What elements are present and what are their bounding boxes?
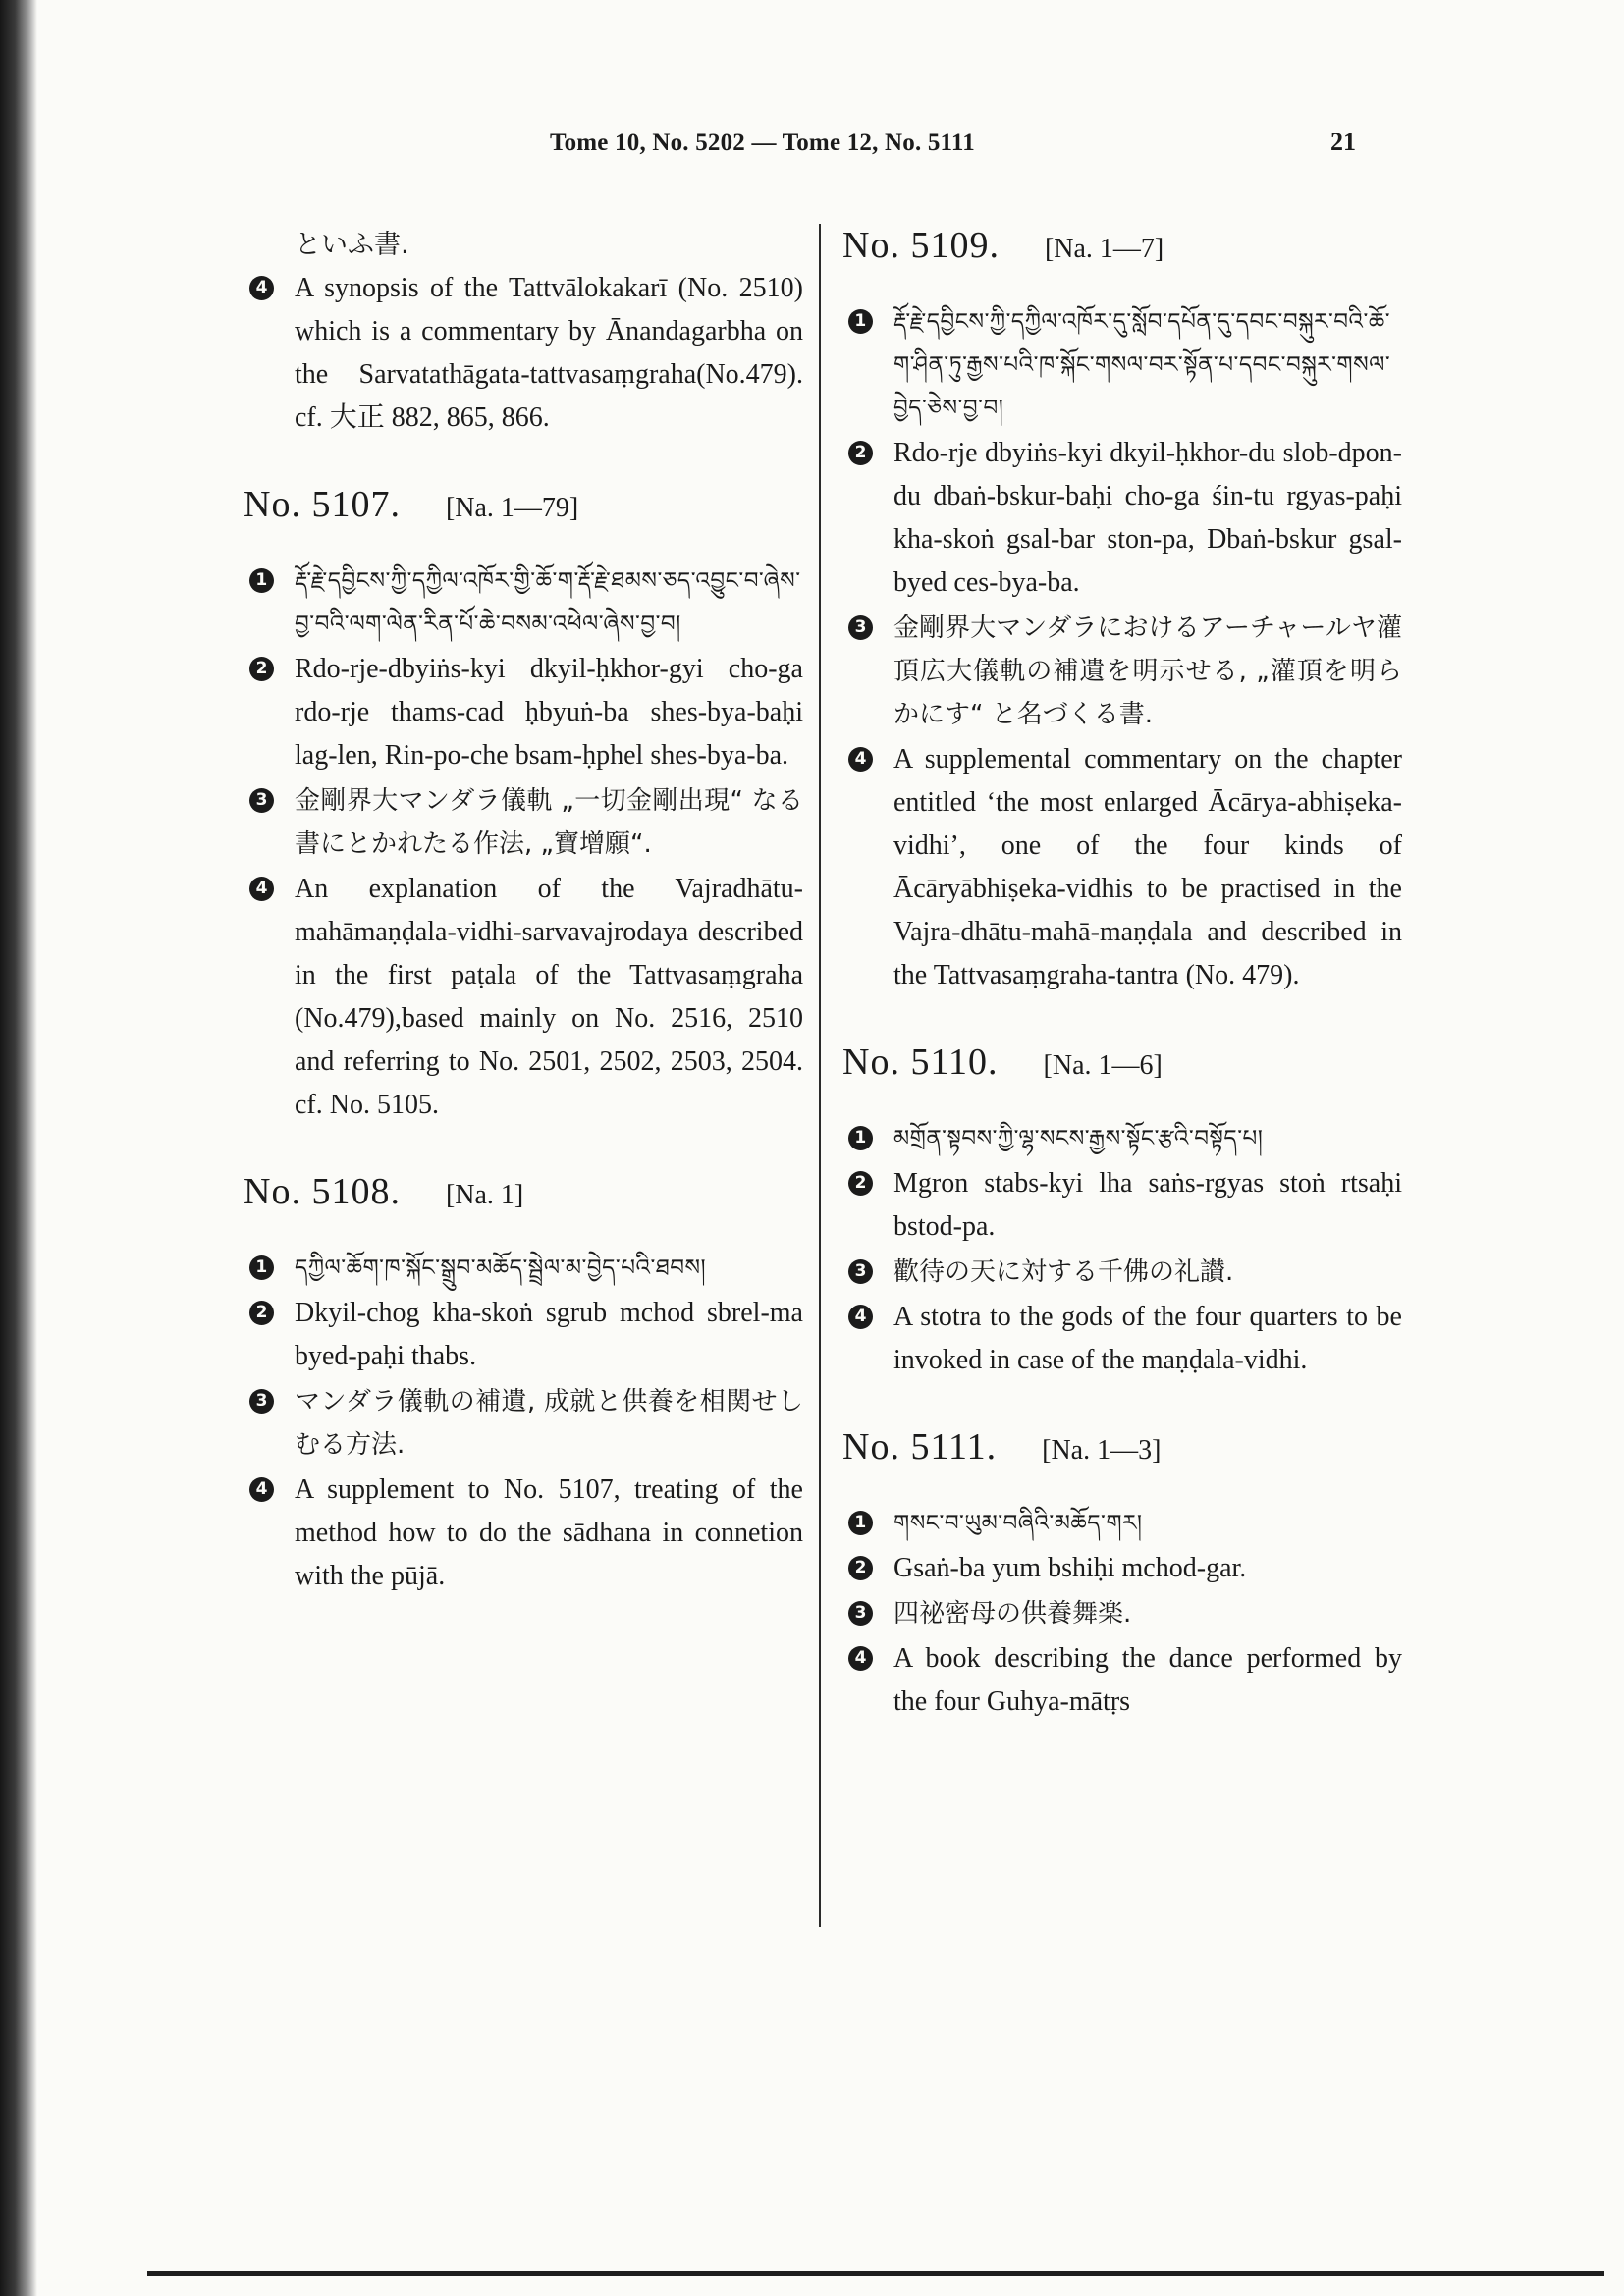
tibetan-title	[244, 560, 803, 646]
item-marker: 1	[249, 568, 274, 593]
item-text: Rdo-rje-dbyiṅs-kyi dkyil-ḥkhor-gyi cho-ga rdo-rje thams-cad ḥbyuṅ-ba shes-bya-baḥi lag-len, Rin-po-che bsam-ḥphel shes-bya-ba.	[295, 654, 803, 771]
running-title: Tome 10, No. 5202 — Tome 12, No. 5111	[550, 130, 975, 156]
japanese-title	[842, 607, 1402, 736]
item-marker: 1	[249, 1255, 274, 1280]
entry-reference: [Na. 1]	[445, 1180, 524, 1210]
item-text: 歡待の天に対する千佛の礼讃.	[893, 1257, 1234, 1287]
entry-reference: [Na. 1—6]	[1043, 1050, 1163, 1081]
item-text: Dkyil-chog kha-skoṅ sgrub mchod sbrel-ma byed-paḥi thabs.	[295, 1298, 803, 1371]
item-text: དཀྱིལ་ཆོག་ཁ་སྐོང་སྒྲུབ་མཆོད་སྦྲེལ་མ་བྱེད་པའི་ཐབས།	[295, 1255, 707, 1281]
item-marker: 2	[249, 1301, 274, 1325]
scan-binding-shadow	[0, 0, 37, 2296]
item-text: མགྲོན་སྟབས་ཀྱི་ལྷ་སངས་རྒྱས་སྟོང་རྩའི་བསྟོད་པ།	[893, 1126, 1264, 1151]
item-text: རྡོ་རྗེ་དབྱིངས་ཀྱི་དཀྱིལ་འཁོར་གྱི་ཆོ་ག་རྡོ་རྗེ་ཐམས་ཅད་འབྱུང་བ་ཞེས་བྱ་བའི་ལག་ལེན་རིན་པོ་ཆེ་བསམ་འཕེལ་ཞེས་བྱ་བ།	[295, 568, 801, 637]
item-text: マンダラ儀軌の補遺, 成就と供養を相関せしむる方法.	[295, 1387, 803, 1460]
tibetan-title	[842, 1502, 1402, 1545]
item-marker: 4	[848, 1305, 873, 1329]
english-description	[842, 738, 1402, 997]
japanese-title	[842, 1592, 1402, 1635]
entry-reference: [Na. 1—79]	[445, 493, 579, 523]
item-marker: 1	[848, 1511, 873, 1535]
entry-number: No. 5110.	[842, 1041, 999, 1083]
entry-5108	[244, 1170, 803, 1598]
entry-number: No. 5109.	[842, 225, 1000, 266]
item-marker: 4	[249, 1477, 274, 1502]
entry-heading	[842, 1041, 1402, 1084]
item-marker: 4	[848, 1646, 873, 1671]
transliterated-title	[244, 648, 803, 777]
tibetan-title	[244, 1247, 803, 1290]
english-description	[842, 1637, 1402, 1724]
english-description	[244, 868, 803, 1127]
transliterated-title	[244, 1292, 803, 1378]
transliterated-title	[842, 432, 1402, 605]
page-number: 21	[1330, 128, 1356, 156]
entry-heading	[842, 1425, 1402, 1468]
continued-item-4	[244, 267, 803, 440]
item-text: An explanation of the Vajradhātu-mahāmaṇḍala-vidhi-sarvavajrodaya described in the first paṭala of the Tattvasaṃgraha (No.479),based mainly on No. 2516, 2510 and referring to No. 2501, 2502, 2503, 2504. cf. No. 5105.	[295, 874, 803, 1120]
japanese-title	[842, 1251, 1402, 1294]
transliterated-title	[842, 1547, 1402, 1590]
item-text: A supplemental commentary on the chapter entitled ‘the most enlarged Ācārya-abhiṣeka-vidhi’, one of the four kinds of Ācāryābhiṣeka-vidhis to be practised in the Vajra-dhātu-mahā-maṇḍala and described in the Tattvasaṃgraha-tantra (No. 479).	[893, 744, 1402, 990]
tibetan-title	[842, 300, 1402, 430]
entry-heading	[244, 1170, 803, 1213]
page-header	[0, 128, 1624, 167]
entry-5107	[244, 483, 803, 1127]
left-column	[244, 224, 803, 1641]
item-text: རྡོ་རྗེ་དབྱིངས་ཀྱི་དཀྱིལ་འཁོར་དུ་སློབ་དཔོན་དུ་དབང་བསྐུར་བའི་ཆོ་ག་ཤིན་ཏུ་རྒྱས་པའི་ཁ་སྐོང་གསལ་བར་སྟོན་པ་དབང་བསྐུར་གསལ་བྱེད་ཅེས་བྱ་བ།	[893, 309, 1391, 421]
tibetan-title	[842, 1117, 1402, 1160]
item-marker: 3	[848, 1601, 873, 1626]
entry-5109	[842, 224, 1402, 997]
item-marker: 2	[249, 657, 274, 681]
item-text: A stotra to the gods of the four quarters to be invoked in case of the maṇḍala-vidhi.	[893, 1302, 1402, 1375]
item-marker: 3	[249, 788, 274, 813]
entry-number: No. 5107.	[244, 484, 401, 525]
item-text: 四祕密母の供養舞楽.	[893, 1599, 1132, 1629]
english-description	[842, 1296, 1402, 1382]
item-marker: 3	[848, 1259, 873, 1284]
continued-title: といふ書.	[295, 230, 409, 260]
item-text: A supplement to No. 5107, treating of the method how to do the sādhana in connetion with the pūjā.	[295, 1474, 803, 1591]
item-marker: 1	[848, 309, 873, 334]
entry-heading	[842, 224, 1402, 267]
item-marker: 4	[848, 747, 873, 772]
item-marker: 2	[848, 1171, 873, 1196]
entry-5111	[842, 1425, 1402, 1724]
item-text: 金剛界大マンダラにおけるアーチャールヤ灌頂広大儀軌の補遺を明示せる, „灌頂を明らかにす“ と名づくる書.	[893, 614, 1402, 729]
column-divider	[819, 224, 821, 1927]
right-column	[842, 224, 1402, 1767]
english-description	[244, 1468, 803, 1598]
item-text: གསང་བ་ཡུམ་བཞིའི་མཆོད་གར།	[893, 1511, 1143, 1536]
item-text: Rdo-rje dbyiṅs-kyi dkyil-ḥkhor-du slob-dpon-du dbaṅ-bskur-baḥi cho-ga śin-tu rgyas-paḥi kha-skoṅ gsal-bar ston-pa, Dbaṅ-bskur gsal-byed ces-bya-ba.	[893, 438, 1402, 598]
entry-reference: [Na. 1—7]	[1044, 234, 1164, 264]
entry-5110	[842, 1041, 1402, 1382]
item-marker: 4	[249, 276, 274, 300]
item-text: A synopsis of the Tattvālokakarī (No. 2510) which is a commentary by Ānandagarbha on the Sarvatathāgata-tattvasaṃgraha(No.479). cf. 大正 882, 865, 866.	[295, 273, 803, 433]
entry-reference: [Na. 1—3]	[1042, 1435, 1162, 1466]
item-marker: 3	[848, 615, 873, 640]
entry-heading	[244, 483, 803, 526]
bottom-rule	[147, 2271, 1604, 2276]
entry-number: No. 5111.	[842, 1426, 998, 1468]
item-text: Gsaṅ-ba yum bshiḥi mchod-gar.	[893, 1553, 1247, 1583]
item-text: 金剛界大マンダラ儀軌 „一切金剛出現“ なる書にとかれたる作法, „寶增願“.	[295, 786, 803, 859]
japanese-title	[244, 1380, 803, 1467]
item-marker: 1	[848, 1126, 873, 1150]
item-marker: 4	[249, 877, 274, 901]
transliterated-title	[842, 1162, 1402, 1249]
item-text: A book describing the dance performed by the four Guhya-mātṛs	[893, 1643, 1402, 1717]
entry-number: No. 5108.	[244, 1171, 401, 1212]
japanese-title	[244, 779, 803, 866]
item-marker: 2	[848, 441, 873, 465]
item-text: Mgron stabs-kyi lha saṅs-rgyas stoṅ rtsaḥi bstod-pa.	[893, 1168, 1402, 1242]
item-marker: 3	[249, 1389, 274, 1414]
item-marker: 2	[848, 1556, 873, 1580]
